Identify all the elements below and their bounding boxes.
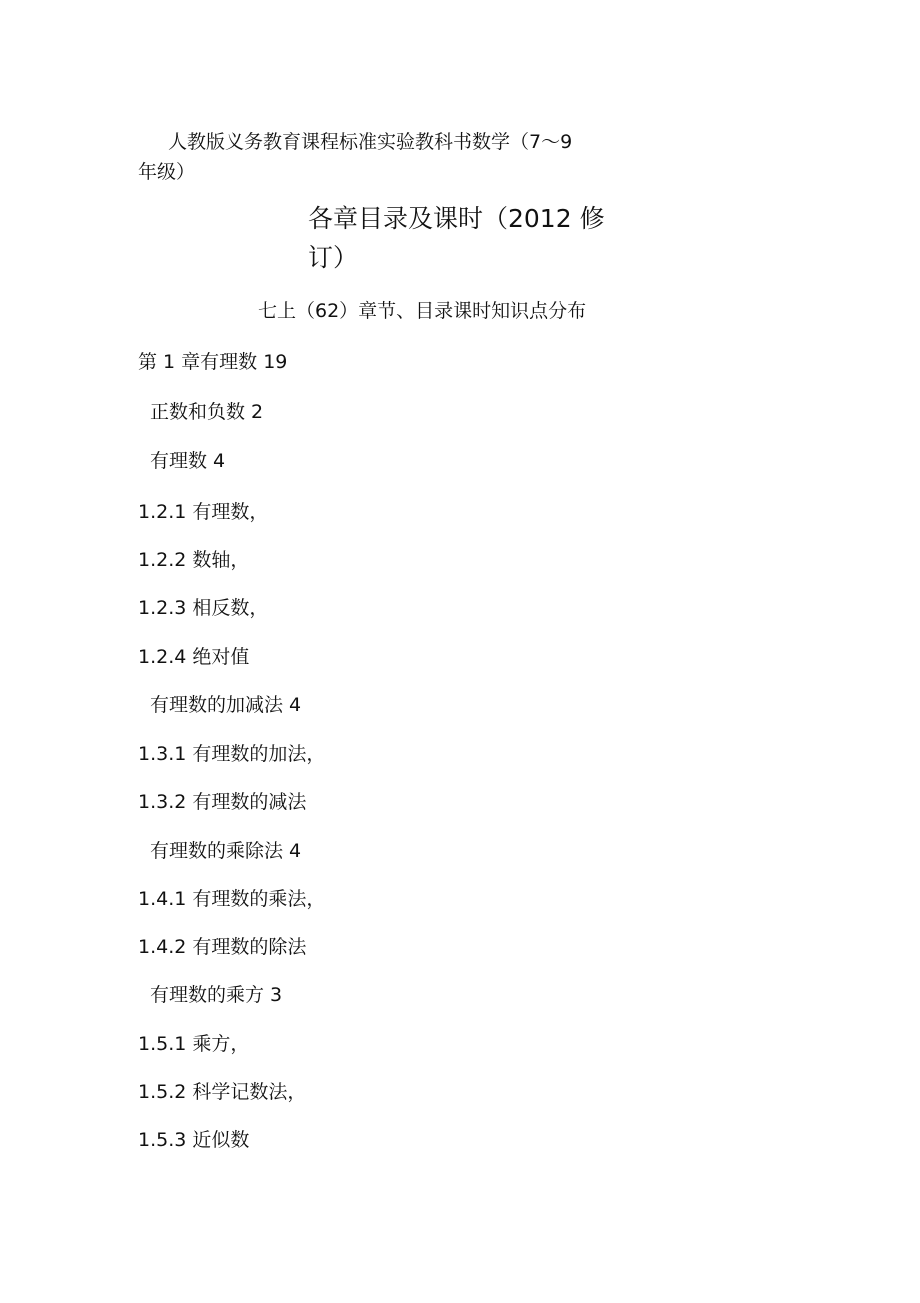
- toc-section: 有理数的加减法 4: [150, 694, 302, 716]
- toc-section: 正数和负数 2: [150, 401, 264, 423]
- toc-subsection: 1.3.2 有理数的减法: [138, 791, 307, 813]
- toc-subsection: 1.5.3 近似数: [138, 1129, 250, 1151]
- header-line-1: 人教版义务教育课程标准实验教科书数学（7～9: [168, 131, 573, 153]
- toc-subsection: 1.4.2 有理数的除法: [138, 936, 307, 958]
- title-line-2: 订）: [308, 243, 359, 272]
- toc-subsection: 1.5.1 乘方，: [138, 1033, 250, 1055]
- toc-subsection: 1.4.1 有理数的乘法，: [138, 888, 326, 910]
- toc-subsection: 1.2.3 相反数，: [138, 597, 269, 619]
- subtitle: 七上（62）章节、目录课时知识点分布: [258, 300, 587, 322]
- header-line-2: 年级）: [138, 161, 196, 183]
- chapter-title: 第 1 章有理数 19: [138, 351, 288, 373]
- toc-subsection: 1.2.4 绝对值: [138, 646, 250, 668]
- toc-subsection: 1.5.2 科学记数法，: [138, 1081, 307, 1103]
- title-line-1: 各章目录及课时（2012 修: [308, 204, 605, 233]
- toc-section: 有理数的乘除法 4: [150, 840, 302, 862]
- toc-section: 有理数的乘方 3: [150, 984, 283, 1006]
- toc-section: 有理数 4: [150, 450, 226, 472]
- toc-subsection: 1.2.1 有理数，: [138, 501, 269, 523]
- toc-subsection: 1.2.2 数轴，: [138, 549, 250, 571]
- toc-subsection: 1.3.1 有理数的加法，: [138, 743, 326, 765]
